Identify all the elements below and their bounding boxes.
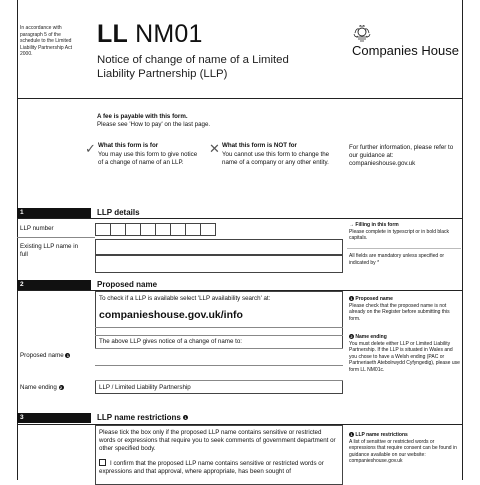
name-ending-note [349, 334, 461, 373]
existing-name-field-1[interactable] [95, 239, 343, 255]
name-ending-label-text: Name ending [20, 384, 57, 391]
note-1-badge: 1 [350, 296, 353, 302]
llp-number-digit-3[interactable] [125, 223, 141, 236]
section-number-2: 2 [17, 280, 91, 290]
panel-divider [95, 327, 343, 328]
note-2-badge: 2 [59, 384, 63, 390]
section-number-1: 1 [17, 208, 91, 218]
form-code [97, 20, 203, 48]
right-border [462, 0, 463, 480]
restrictions-checkbox[interactable] [99, 459, 106, 466]
llp-number-digit-1[interactable] [95, 223, 111, 236]
section-title-2: Proposed name [97, 280, 158, 289]
fee-title: A fee is payable with this form. [97, 113, 188, 120]
companies-house-logo [352, 24, 462, 64]
row-divider [17, 237, 95, 238]
proposed-name-label-text: Proposed name [20, 352, 64, 359]
restrictions-text: Please tick the box only if the proposed LLP name contains sensitive or restricted words or expressions that require you to seek comments of government department or other specified body. [99, 429, 336, 452]
existing-name-label: Existing LLP name in full [20, 243, 79, 258]
restrictions-confirm [99, 459, 339, 476]
name-ending-note-title-text: Name ending [355, 334, 387, 340]
proposed-name-field-2[interactable] [95, 366, 343, 380]
note-2-badge: 2 [350, 334, 353, 340]
not-for-body: You cannot use this form to change the name of a company or any other entity. [222, 151, 330, 166]
proposed-name-note-title-text: Proposed name [355, 296, 393, 302]
filling-in-note-title: → Filling in this form [349, 222, 399, 228]
note-divider [347, 248, 461, 249]
filling-in-note [349, 222, 461, 242]
filling-in-note-body: Please complete in typescript or in bold black capitals. [349, 228, 450, 241]
note-1-badge: 1 [184, 415, 187, 421]
panel-divider [95, 335, 343, 336]
availability-check-text: To check if a LLP is available select 'LLP availability search' at: [99, 295, 271, 302]
form-title: Notice of change of name of a Limited Liability Partnership (LLP) [97, 54, 289, 80]
section-number-3: 3 [17, 413, 91, 423]
panel-divider [95, 380, 343, 381]
section-title-3-text: LLP name restrictions [97, 413, 181, 422]
restrictions-note-title-text: LLP name restrictions [355, 432, 408, 438]
restrictions-note [349, 432, 461, 465]
llp-number-digit-6[interactable] [170, 223, 186, 236]
form-code-number: NM01 [135, 20, 203, 48]
section-title-1: LLP details [97, 208, 140, 217]
for-title: What this form is for [98, 142, 159, 149]
llp-number-label: LLP number [20, 225, 54, 232]
brand-name: Companies House [352, 43, 459, 58]
proposed-name-field-1[interactable] [95, 349, 343, 365]
act-note: In accordance with paragraph 5 of the schedule to the Limited Liability Partnership Act 2000. [20, 25, 72, 57]
left-border [17, 0, 18, 480]
note-1-badge: 1 [350, 432, 353, 438]
not-for-title: What this form is NOT for [222, 142, 297, 149]
llp-number-digit-8[interactable] [200, 223, 216, 236]
filling-in-note-title-text: Filling in this form [355, 222, 399, 228]
further-info: For further information, please refer to our guidance at: companieshouse.gov.uk [349, 144, 454, 167]
llp-number-digit-5[interactable] [155, 223, 171, 236]
llp-number-digit-7[interactable] [185, 223, 201, 236]
fee-subtitle: Please see 'How to pay' on the last page. [97, 121, 211, 128]
notice-text: The above LLP gives notice of a change of name to: [99, 338, 242, 345]
proposed-name-note [349, 296, 461, 322]
companies-house-info-link[interactable]: companieshouse.gov.uk/info [99, 309, 243, 321]
form-code-prefix: LL [97, 20, 128, 48]
name-ending-note-body: You must delete either LLP or Limited Liability Partnership. If the LLP is situated in Wales and you chose to have a Welsh ending (PAC or Partneriaeth Atebolrwydd Cyfyngedig), please use form LL NM01c. [349, 340, 460, 373]
name-ending-label [20, 384, 64, 392]
tick-icon: ✓ [85, 141, 96, 156]
proposed-name-note-body: Please check that the proposed name is not already on the Register before submitting this form. [349, 302, 450, 322]
restrictions-checkbox-text: I confirm that the proposed LLP name contains sensitive or restricted words or expressions and that approval, where appropriate, has been sought of [99, 460, 324, 475]
for-body: You may use this form to give notice of a change of name of an LLP. [98, 151, 198, 166]
section-title-3 [97, 413, 188, 423]
name-ending-value[interactable]: LLP / Limited Liability Partnership [99, 384, 191, 391]
restrictions-note-body: A list of sensitive or restricted words or expressions that require consent can be found in guidance available on our website: companieshouse.gov.uk [349, 438, 457, 464]
existing-name-field-2[interactable] [95, 255, 343, 273]
proposed-name-label [20, 352, 70, 360]
mandatory-note: All fields are mandatory unless specified or indicated by * [349, 253, 445, 266]
header-divider [17, 98, 463, 99]
llp-number-digit-4[interactable] [140, 223, 156, 236]
cross-icon: ✕ [209, 141, 220, 156]
llp-number-digit-2[interactable] [110, 223, 126, 236]
note-1-badge: 1 [66, 352, 70, 358]
royal-crest-icon [352, 24, 372, 44]
section-divider [17, 218, 463, 219]
